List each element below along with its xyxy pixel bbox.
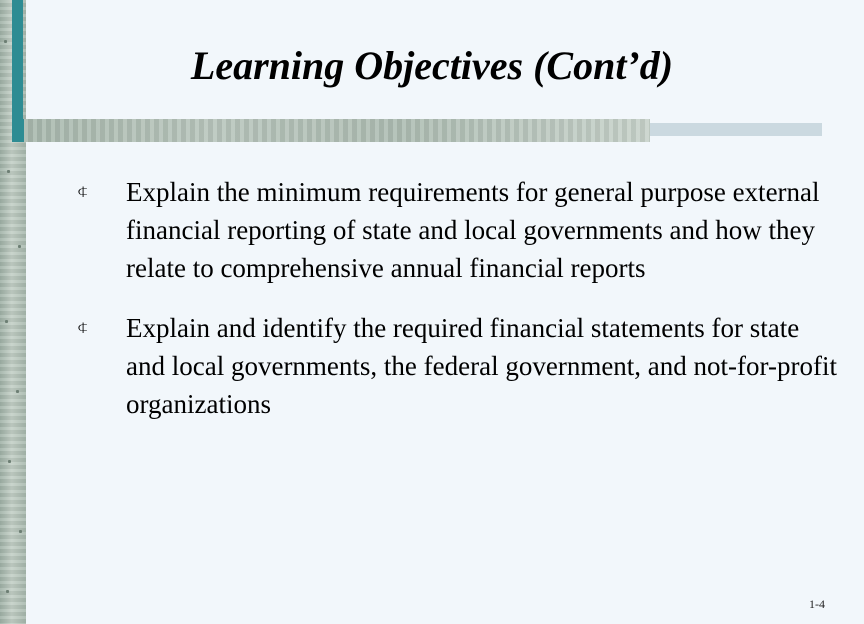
slide-title: Learning Objectives (Cont’d)	[190, 43, 674, 88]
bullet-item	[78, 173, 838, 287]
title-rule-light-segment	[650, 123, 822, 136]
title-rule-texture	[24, 119, 650, 142]
ornament-bullet-icon: ⍧	[78, 182, 88, 201]
ornament-bullet-icon: ⍧	[78, 318, 88, 337]
bullet-text: Explain the minimum requirements for general purpose external financial reporting of state and local governments and how they relate to comprehensive annual financial reports	[126, 177, 820, 283]
bullet-item	[78, 309, 838, 423]
slide-number: 1-4	[809, 597, 825, 611]
bullet-text: Explain and identify the required financial statements for state and local governments, the federal government, and not-for-profit organizations	[126, 313, 837, 419]
bullet-list	[78, 173, 838, 445]
